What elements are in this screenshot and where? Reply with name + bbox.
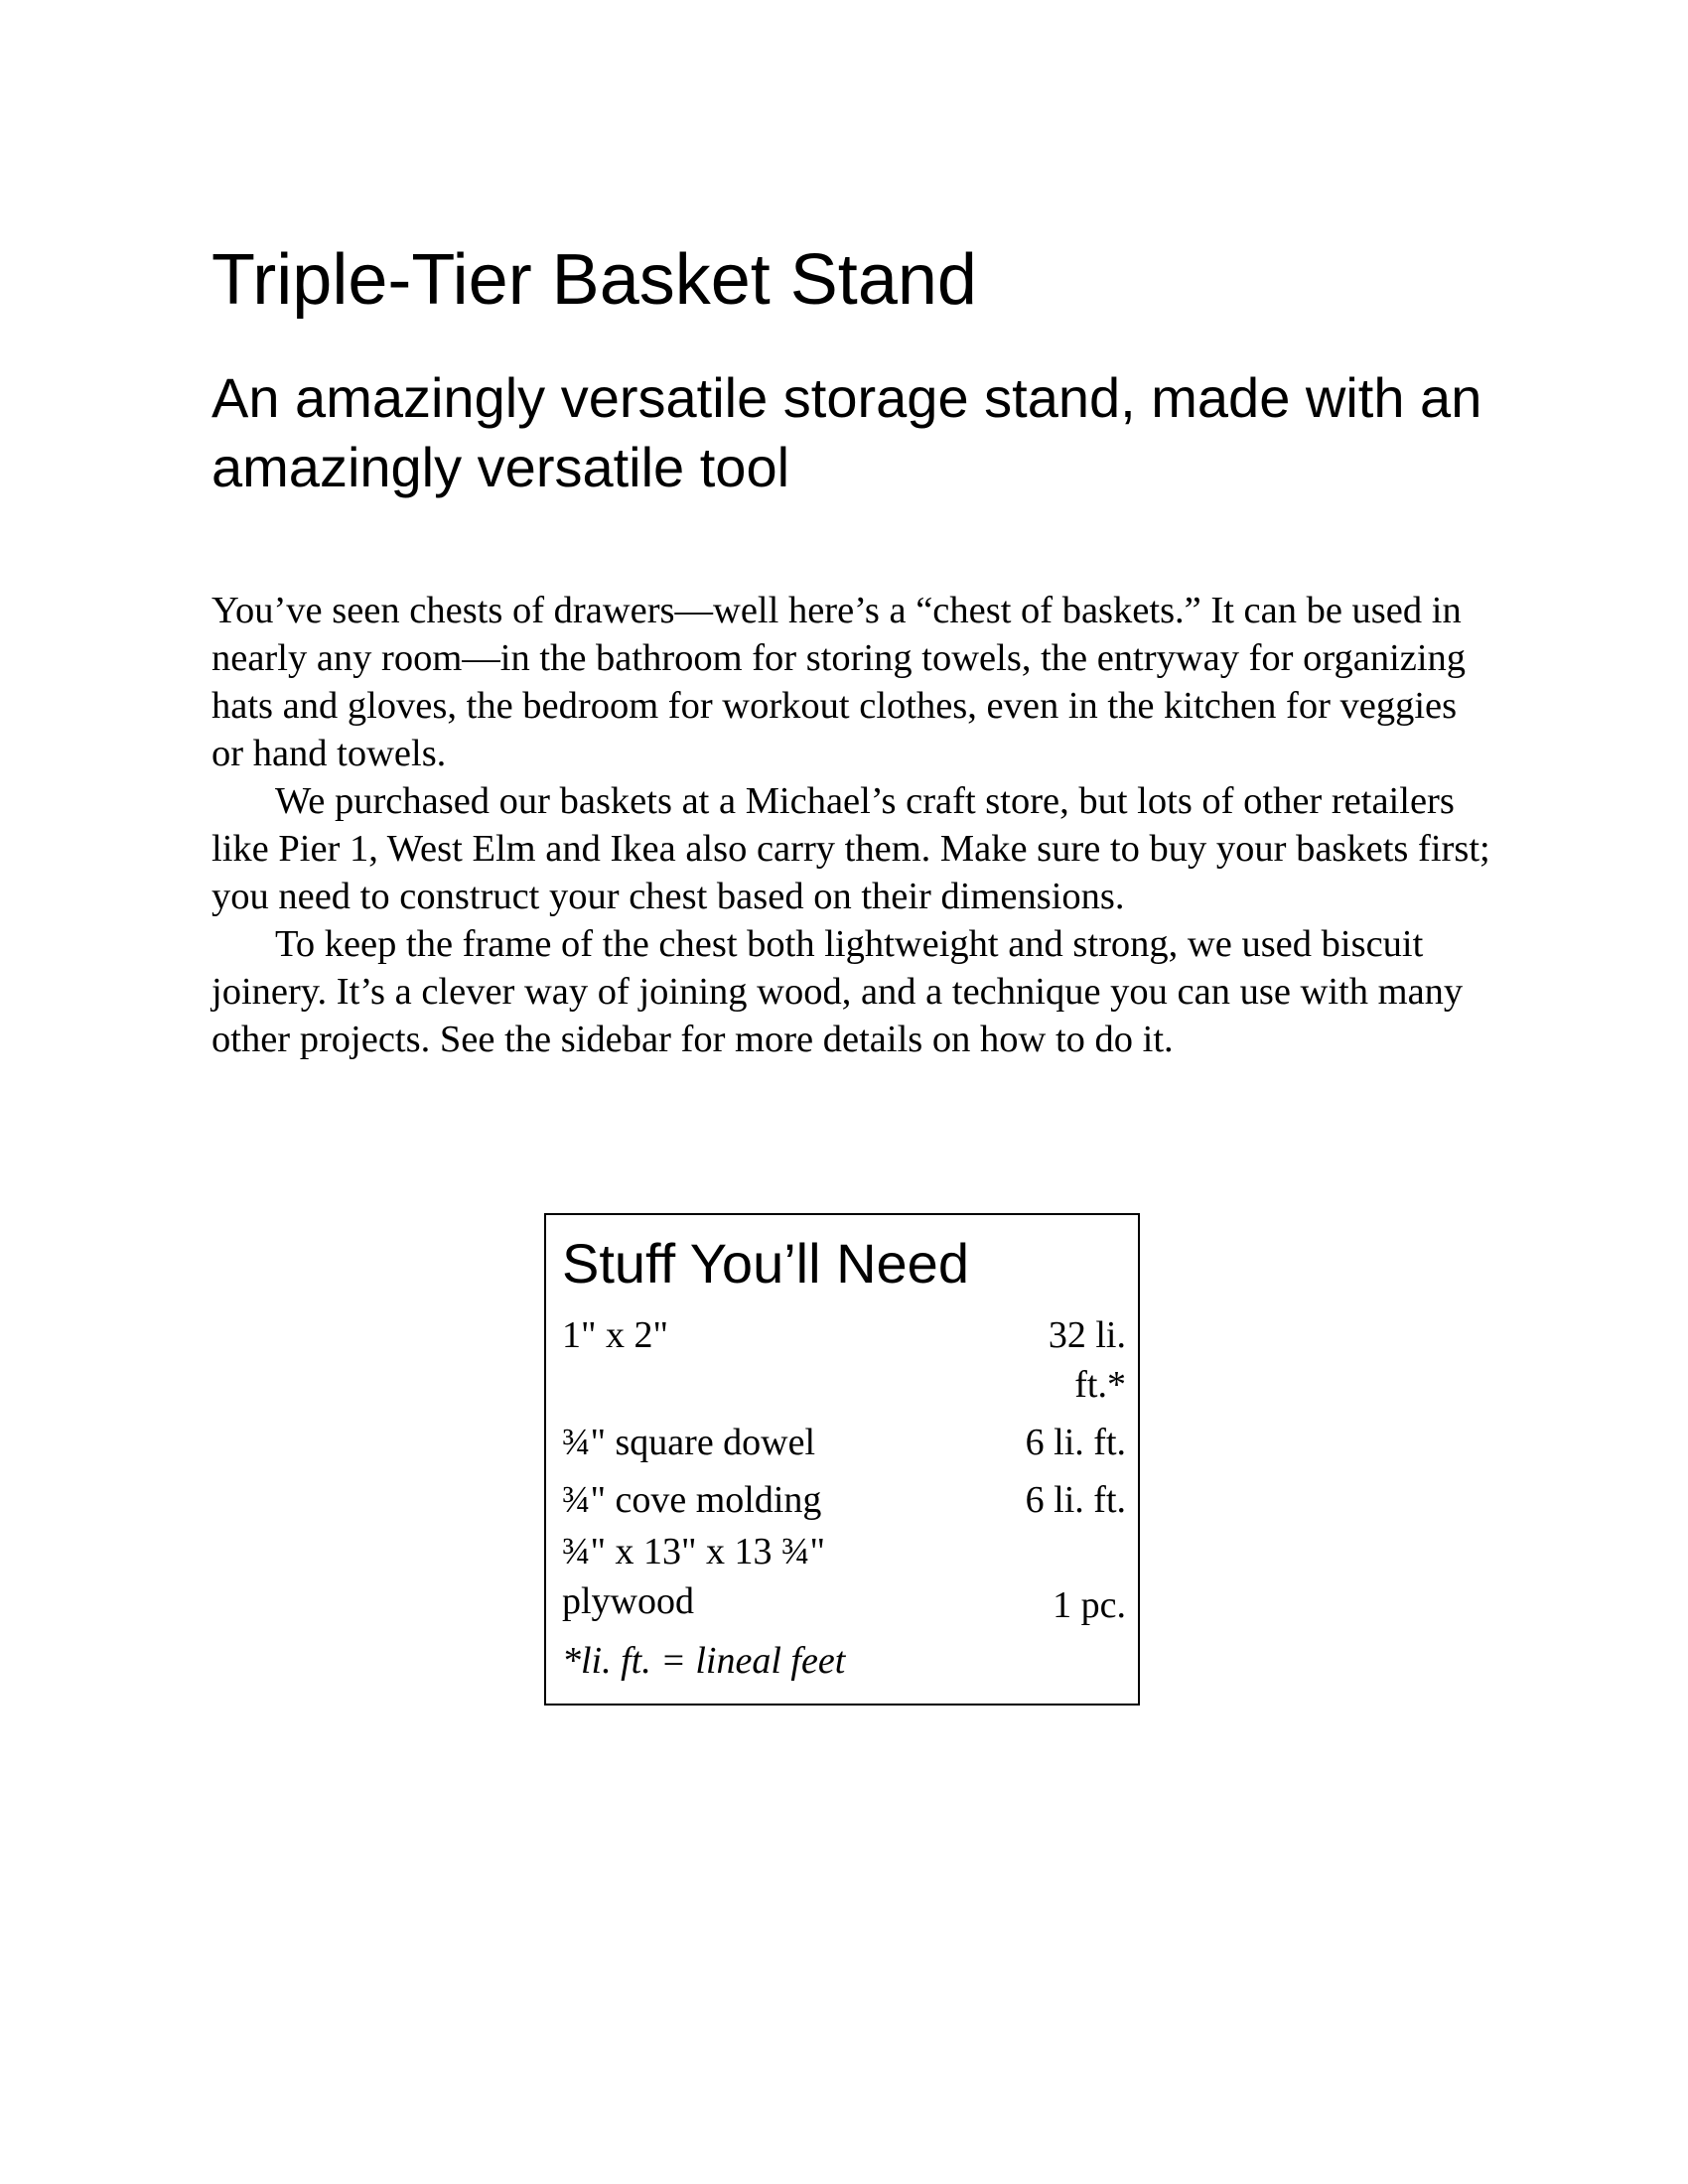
material-quantity: 6 li. ft. xyxy=(1025,1479,1126,1521)
material-name: ¾" cove molding xyxy=(562,1479,822,1521)
material-name: ¾" square dowel xyxy=(562,1422,816,1463)
body-paragraph: To keep the frame of the chest both lightweight and strong, we used biscuit joinery. It’s a clever way of joining wood, and a technique you can use with many other projects. See the sidebar for more details on how to do it. xyxy=(211,923,1464,1060)
materials-sidebar xyxy=(544,1213,1140,1706)
material-quantity: 1 pc. xyxy=(1053,1584,1126,1626)
materials-heading: Stuff You’ll Need xyxy=(562,1232,969,1295)
article-body xyxy=(211,587,1492,1063)
material-quantity: 6 li. ft. xyxy=(1025,1422,1126,1463)
materials-footnote: *li. ft. = lineal feet xyxy=(562,1640,846,1682)
article-subtitle: An amazingly versatile storage stand, made with an amazingly versatile tool xyxy=(211,366,1482,498)
material-name: 1" x 2" xyxy=(562,1314,669,1356)
material-quantity: 32 li. ft.* xyxy=(1048,1314,1126,1406)
material-name: ¾" x 13" x 13 ¾" plywood xyxy=(562,1531,826,1622)
body-paragraph: You’ve seen chests of drawers—well here’s a “chest of baskets.” It can be used in nearly any room—in the bathroom for storing towels, the entryway for organizing hats and gloves, the bedroom for workout clothes, even in the kitchen for veggies or hand towels. xyxy=(211,590,1467,774)
body-paragraph: We purchased our baskets at a Michael’s craft store, but lots of other retailers like Pier 1, West Elm and Ikea also carry them. Make sure to buy your baskets first; you need to construct your chest based on their dimensions. xyxy=(211,780,1490,917)
article-title: Triple-Tier Basket Stand xyxy=(211,240,977,320)
